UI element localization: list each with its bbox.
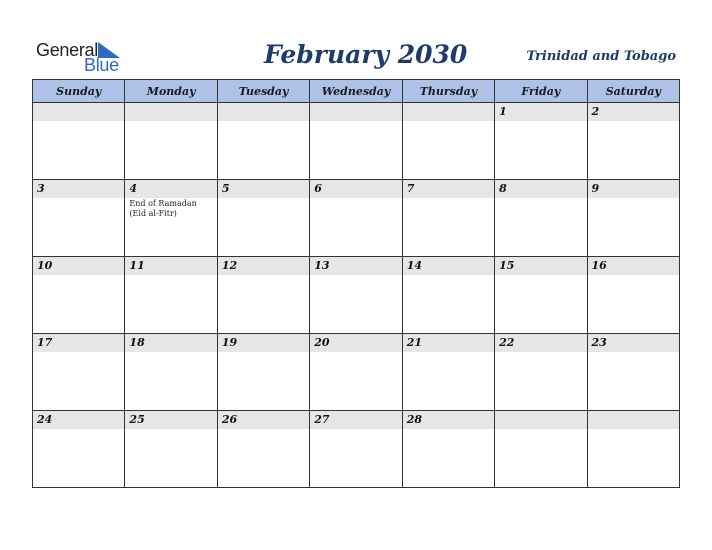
week-row (33, 411, 680, 488)
day-cell (125, 103, 217, 180)
day-cell (587, 257, 679, 334)
day-header-bar (310, 103, 401, 121)
day-cell (217, 180, 309, 257)
day-cell (33, 180, 125, 257)
day-cell (495, 257, 587, 334)
day-header-bar (588, 411, 679, 429)
day-number: 12 (221, 259, 238, 272)
week-row (33, 257, 680, 334)
day-header-bar (495, 411, 586, 429)
day-cell (125, 180, 217, 257)
day-header-bar (403, 411, 494, 429)
day-cell (33, 411, 125, 488)
week-row (33, 180, 680, 257)
day-header-bar (588, 257, 679, 275)
day-header-bar (218, 180, 309, 198)
day-header-bar (33, 257, 124, 275)
day-header-bar (403, 334, 494, 352)
day-number: 21 (406, 336, 422, 349)
weekday-tuesday: Tuesday (217, 80, 309, 103)
day-cell (495, 411, 587, 488)
day-number: 25 (129, 413, 145, 426)
day-number: 16 (591, 259, 607, 272)
day-header-bar (403, 180, 494, 198)
day-header-bar (125, 257, 216, 275)
day-header-bar (33, 411, 124, 429)
day-number: 27 (314, 413, 330, 426)
day-header-bar (495, 103, 586, 121)
day-number: 6 (314, 182, 322, 195)
day-number: 14 (406, 259, 422, 272)
day-cell (587, 334, 679, 411)
day-cell (402, 180, 494, 257)
day-number: 13 (314, 259, 330, 272)
day-number: 8 (499, 182, 507, 195)
day-number: 2 (591, 105, 600, 118)
day-header-bar (495, 334, 586, 352)
day-number: 17 (37, 336, 53, 349)
day-cell (125, 334, 217, 411)
day-cell (587, 103, 679, 180)
day-number: 26 (221, 413, 238, 426)
day-number: 1 (499, 105, 507, 118)
brand-word-general: General (36, 40, 98, 60)
day-header-bar (33, 180, 124, 198)
weekday-wednesday: Wednesday (310, 80, 402, 103)
holiday-event: End of Ramadan (Eid al-Fitr) (129, 199, 197, 218)
day-number: 5 (221, 182, 230, 195)
day-header-bar (588, 103, 679, 121)
week-row (33, 103, 680, 180)
day-cell (495, 103, 587, 180)
day-cell (125, 411, 217, 488)
day-number: 15 (499, 259, 515, 272)
weekday-monday: Monday (125, 80, 217, 103)
day-number: 20 (314, 336, 330, 349)
calendar-grid (32, 79, 680, 488)
day-header-bar (310, 257, 401, 275)
day-number: 19 (221, 336, 238, 349)
day-header-bar (403, 103, 494, 121)
weekday-saturday: Saturday (587, 80, 679, 103)
day-cell (217, 411, 309, 488)
day-number: 3 (37, 182, 45, 195)
day-number: 11 (129, 259, 145, 272)
day-header-bar (310, 334, 401, 352)
day-header-bar (33, 103, 124, 121)
brand-word-blue: Blue (84, 55, 119, 75)
weekday-friday: Friday (495, 80, 587, 103)
day-cell (33, 103, 125, 180)
weekday-thursday: Thursday (402, 80, 494, 103)
day-header-bar (495, 257, 586, 275)
day-cell (217, 103, 309, 180)
day-number: 18 (129, 336, 145, 349)
day-cell (33, 334, 125, 411)
day-number: 9 (591, 182, 600, 195)
day-number: 10 (37, 259, 53, 272)
day-header-bar (403, 257, 494, 275)
country-name: Trinidad and Tobago (526, 49, 676, 64)
day-cell (402, 411, 494, 488)
day-header-bar (310, 411, 401, 429)
day-cell (310, 411, 402, 488)
day-header-bar (218, 103, 309, 121)
day-header-bar (218, 411, 309, 429)
day-cell (402, 103, 494, 180)
day-header-bar (218, 334, 309, 352)
week-row (33, 334, 680, 411)
day-number: 23 (591, 336, 607, 349)
day-cell (587, 180, 679, 257)
day-header-bar (125, 411, 216, 429)
day-cell (587, 411, 679, 488)
day-cell (310, 334, 402, 411)
day-cell (217, 257, 309, 334)
day-number: 4 (129, 182, 138, 195)
day-header-bar (310, 180, 401, 198)
weekday-sunday: Sunday (33, 80, 125, 103)
day-number: 22 (499, 336, 515, 349)
day-cell (125, 257, 217, 334)
day-number: 24 (37, 413, 53, 426)
day-cell (310, 257, 402, 334)
day-header-bar (588, 180, 679, 198)
day-number: 28 (406, 413, 422, 426)
day-cell (495, 334, 587, 411)
day-header-bar (125, 180, 216, 198)
brand-logo (36, 40, 146, 74)
day-header-bar (495, 180, 586, 198)
day-cell (402, 334, 494, 411)
day-header-bar (125, 334, 216, 352)
day-cell (402, 257, 494, 334)
calendar-title: February 2030 (264, 40, 468, 69)
day-cell (33, 257, 125, 334)
day-number: 7 (406, 182, 415, 195)
day-cell (310, 180, 402, 257)
weekday-header-row (33, 80, 680, 103)
day-cell (310, 103, 402, 180)
day-header-bar (125, 103, 216, 121)
day-cell (495, 180, 587, 257)
day-cell (217, 334, 309, 411)
day-header-bar (588, 334, 679, 352)
day-header-bar (33, 334, 124, 352)
day-header-bar (218, 257, 309, 275)
